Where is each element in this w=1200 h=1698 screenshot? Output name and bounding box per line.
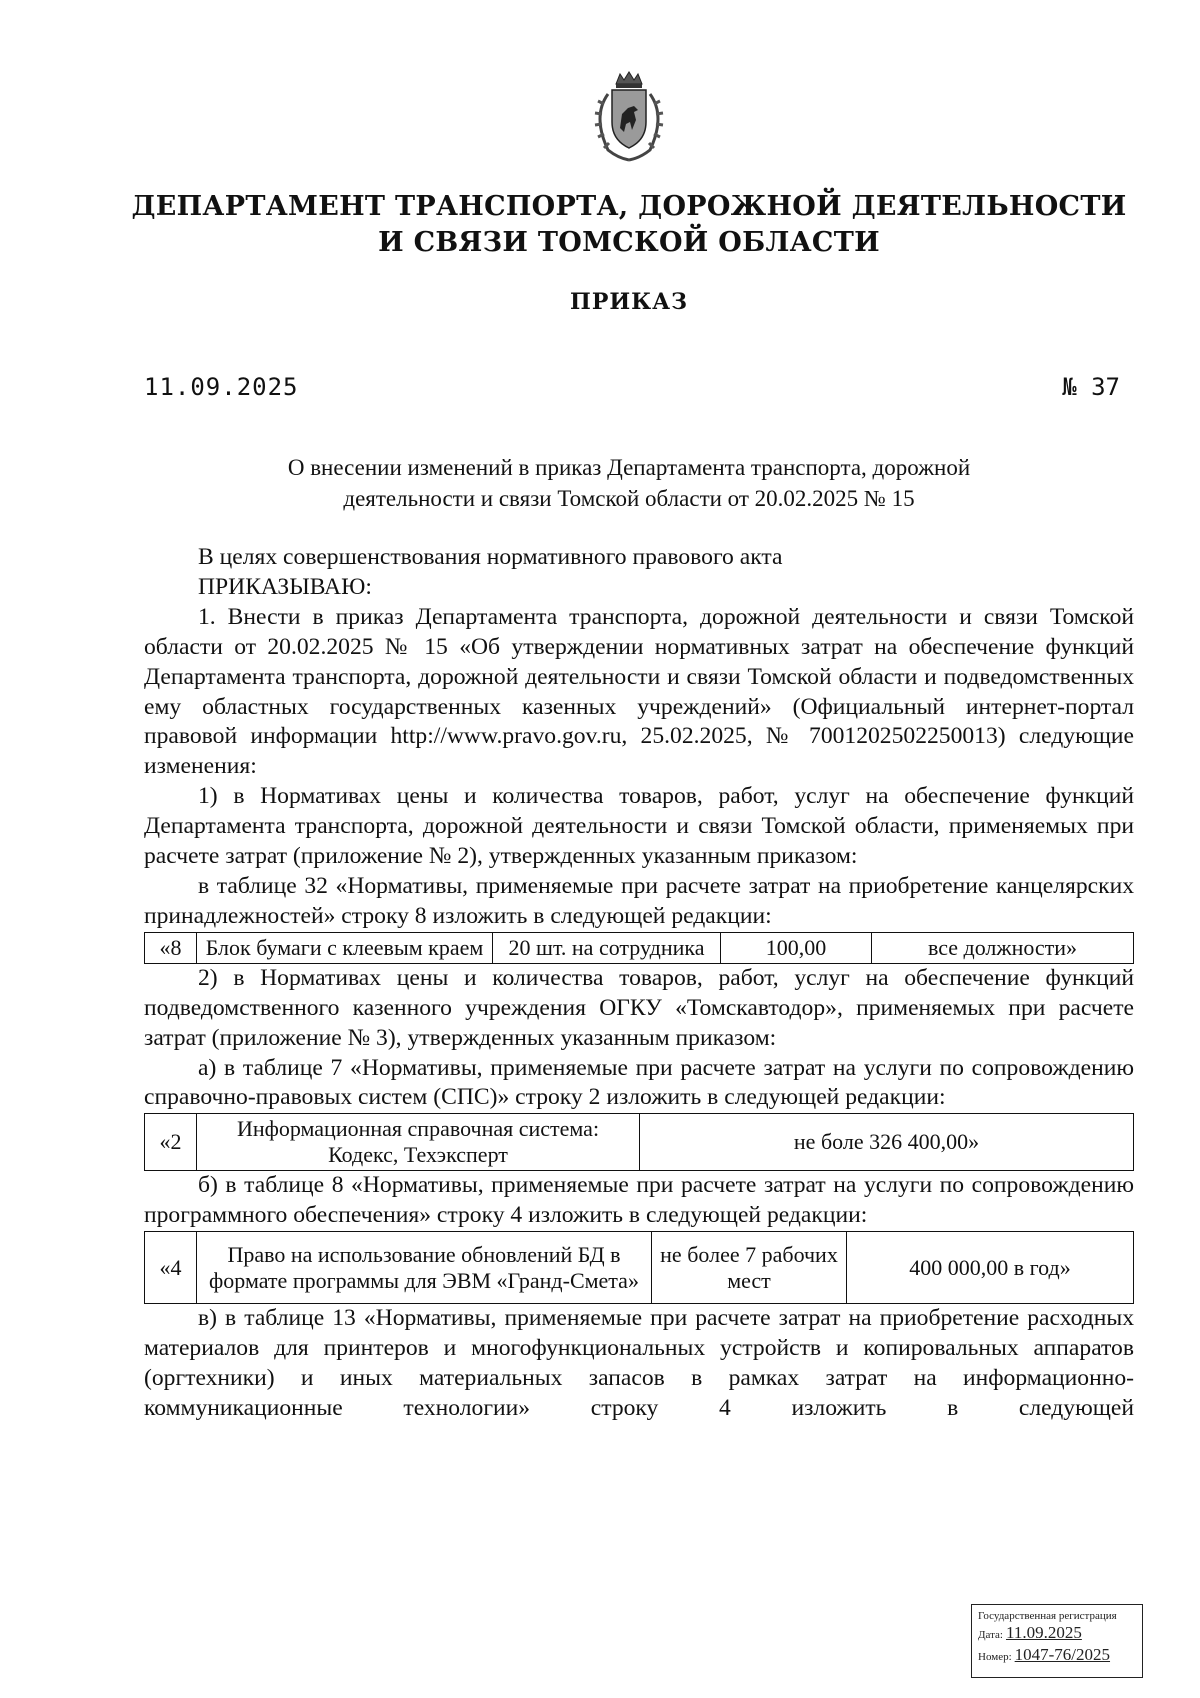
stamp-number-row bbox=[978, 1645, 1136, 1667]
table32-intro-paragraph: в таблице 32 «Нормативы, применяемые при расчете затрат на приобретение канцелярских принадлежностей» строку 8 изложить в следующей редакции: bbox=[144, 872, 1134, 929]
registration-stamp bbox=[971, 1604, 1143, 1678]
stamp-number-label: Номер: bbox=[978, 1651, 1012, 1663]
intro-paragraph: В целях совершенствования нормативного правового акта bbox=[198, 544, 783, 570]
table-cell: не более 7 рабочих мест bbox=[652, 1232, 847, 1304]
table-cell: «8 bbox=[145, 932, 197, 963]
table-row bbox=[145, 1232, 1134, 1304]
table-cell: Блок бумаги с клеевым краем bbox=[197, 932, 493, 963]
table-cell: «2 bbox=[145, 1114, 197, 1171]
item-1-paragraph: 1. Внести в приказ Департамента транспорта, дорожной деятельности и связи Томской области от 20.02.2025 № 15 «Об утверждении нормативных затрат на обеспечение функций Департамента транспорта, дорожной деятельности и связи Томской области и подведомственных ему областных государственных казенных учреждений» (Официальный интернет-портал правовой информации http://www.pravo.gov.ru, 25.02.2025, № 7001202502250013) следующие изменения: bbox=[144, 603, 1134, 780]
item-1-1-paragraph: 1) в Нормативах цены и количества товаров, работ, услуг на обеспечение функций Департамента транспорта, дорожной деятельности и связи Томской области, применяемых при расчете затрат (приложение № 2), утвержденных указанным приказом: bbox=[144, 783, 1134, 870]
table-cell: «4 bbox=[145, 1232, 197, 1304]
table-cell: 100,00 bbox=[721, 932, 872, 963]
table-cell: Право на использование обновлений БД в формате программы для ЭВМ «Гранд-Смета» bbox=[197, 1232, 652, 1304]
department-name-line1: ДЕПАРТАМЕНТ ТРАНСПОРТА, ДОРОЖНОЙ ДЕЯТЕЛЬНОСТИ bbox=[131, 191, 1127, 222]
subject-line2: деятельности и связи Томской области от 20.02.2025 № 15 bbox=[343, 486, 915, 511]
order-body bbox=[144, 543, 1134, 1424]
item-1-2-paragraph: 2) в Нормативах цены и количества товаров, работ, услуг на обеспечение функций подведомственного казенного учреждения ОГКУ «Томскавтодор», применяемых при расчете затрат (приложение № 3), утвержденных указанным приказом: bbox=[144, 964, 1134, 1051]
document-type: ПРИКАЗ bbox=[570, 289, 688, 315]
table-7-row bbox=[144, 1113, 1134, 1171]
subject-line1: О внесении изменений в приказ Департамента транспорта, дорожной bbox=[287, 455, 971, 480]
order-subject bbox=[200, 452, 1058, 514]
table-row bbox=[145, 1114, 1134, 1171]
department-name-line2: И СВЯЗИ ТОМСКОЙ ОБЛАСТИ bbox=[378, 227, 880, 258]
table-row bbox=[145, 932, 1134, 963]
stamp-date-row bbox=[978, 1623, 1136, 1645]
order-word: ПРИКАЗЫВАЮ: bbox=[198, 573, 372, 600]
item-a-paragraph: а) в таблице 7 «Нормативы, применяемые при расчете затрат на услуги по сопровождению справочно-правовых систем (СПС)» строку 2 изложить в следующей редакции: bbox=[144, 1054, 1134, 1111]
item-v-paragraph: в) в таблице 13 «Нормативы, применяемые при расчете затрат на приобретение расходных материалов для принтеров и многофункциональных устройств и копировальных аппаратов (оргтехники) и иных материальных запасов в рамках затрат на информационно-коммуникационные технологии» строку 4 изложить в следующей bbox=[144, 1305, 1134, 1421]
table-cell: не боле 326 400,00» bbox=[640, 1114, 1134, 1171]
tomsk-oblast-coat-of-arms-icon bbox=[574, 70, 684, 166]
table-32-row bbox=[144, 932, 1134, 964]
stamp-number-value: 1047-76/2025 bbox=[1014, 1645, 1111, 1664]
stamp-title: Государственная регистрация bbox=[978, 1610, 1117, 1622]
table-cell: все должности» bbox=[872, 932, 1134, 963]
stamp-date-label: Дата: bbox=[978, 1629, 1003, 1641]
order-date: 11.09.2025 bbox=[144, 373, 299, 401]
table-8-row bbox=[144, 1231, 1134, 1304]
stamp-date-value: 11.09.2025 bbox=[1005, 1623, 1082, 1642]
table-cell: 20 шт. на сотрудника bbox=[493, 932, 721, 963]
item-b-paragraph: б) в таблице 8 «Нормативы, применяемые при расчете затрат на услуги по сопровождению программного обеспечения» строку 4 изложить в следующей редакции: bbox=[144, 1172, 1134, 1229]
table-cell: 400 000,00 в год» bbox=[847, 1232, 1134, 1304]
table-cell: Информационная справочная система: Кодекс, Техэксперт bbox=[197, 1114, 640, 1171]
order-number: № 37 bbox=[1062, 373, 1120, 401]
